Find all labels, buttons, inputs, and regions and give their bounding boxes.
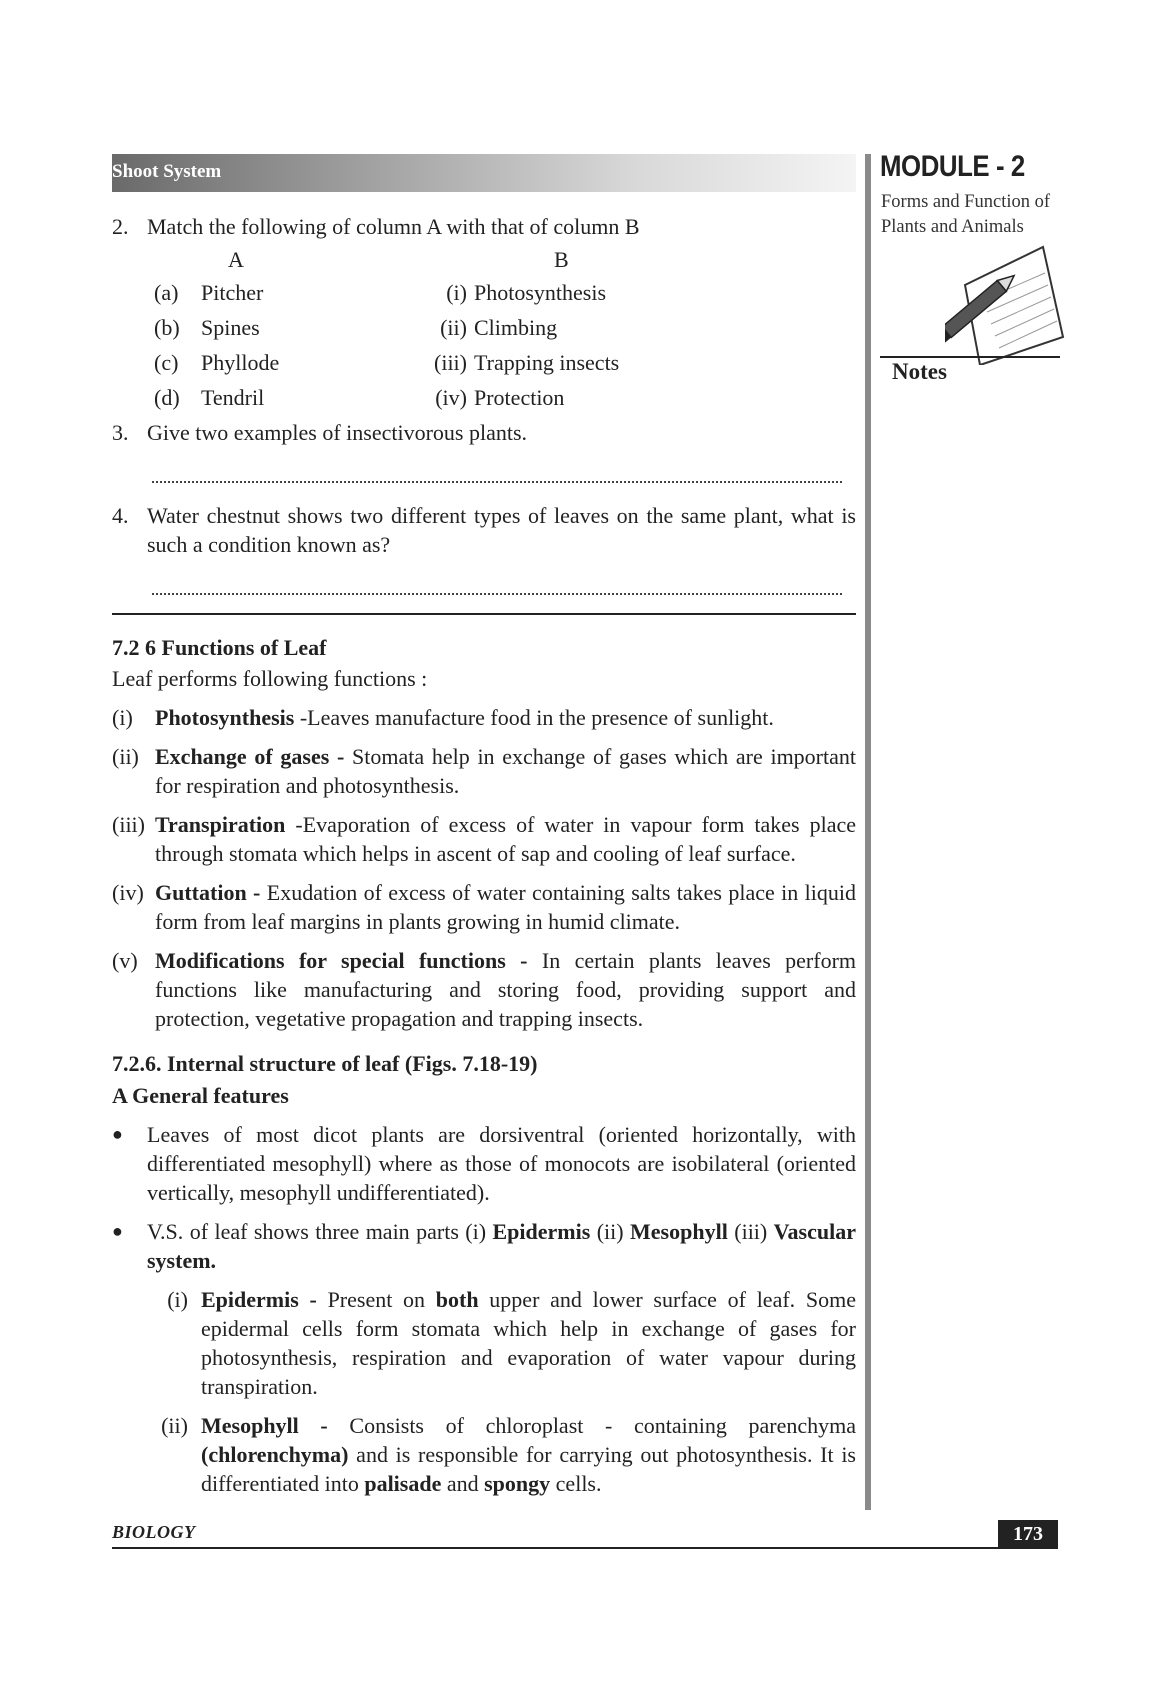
question-3: 3. Give two examples of insectivorous plants. [112, 420, 528, 445]
section-divider [112, 613, 856, 615]
column-a-header: A [228, 247, 244, 272]
function-item: (iv) Guttation - Exudation of excess of water containing salts takes place in liquid form from leaf margins in plants growing in humid climate. [112, 880, 857, 934]
bullet-item: ● Leaves of most dicot plants are dorsiventral (oriented horizontally, with differentiated mesophyll) where as those of monocots are isobilateral (oriented vertically, mesophyll undifferentiated). [112, 1122, 856, 1205]
function-item: (v) Modifications for special functions - In certain plants leaves perform functions like manufacturing and storing food, providing support and protection, vegetative propagation and trapping insects. [112, 948, 857, 1031]
module-title: MODULE - 2 [880, 150, 1025, 183]
section-header-bar [112, 154, 856, 192]
match-row: (d) Tendril (iv) Protection [154, 385, 565, 410]
main-content [112, 212, 856, 1508]
bullet-item: ● V.S. of leaf shows three main parts (i) Epidermis (ii) Mesophyll (iii) Vascular system. [112, 1219, 856, 1273]
sub-item-mesophyll: (ii) Mesophyll - Consists of chloroplast - containing parenchyma (chlorenchyma) and is responsible for carrying out photosynthesis. It is differentiated into palisade and spongy cells. [161, 1413, 856, 1496]
notes-label: Notes [892, 359, 947, 384]
match-row: (b) Spines (ii) Climbing [154, 315, 558, 340]
question-4: 4. Water chestnut shows two different types of leaves on the same plant, what is such a condition known as? [112, 503, 856, 557]
column-b-header: B [554, 247, 569, 272]
function-item: (iii) Transpiration -Evaporation of excess of water in vapour form takes place through stomata which helps in ascent of sap and cooling of leaf surface. [112, 812, 856, 866]
functions-heading: 7.2 6 Functions of Leaf [112, 635, 327, 660]
question-2: 2. Match the following of column A with that of column B [112, 214, 640, 239]
page-number: 173 [998, 1520, 1058, 1549]
notes-pencil-icon [945, 245, 1070, 365]
function-item: (ii) Exchange of gases - Stomata help in exchange of gases which are important for respiration and photosynthesis. [112, 744, 856, 798]
match-row: (c) Phyllode (iii) Trapping insects [154, 350, 620, 375]
notes-underline [880, 356, 1060, 358]
sub-item-epidermis: (i) Epidermis - Present on both upper and lower surface of leaf. Some epidermal cells form stomata which help in exchange of gases for photosynthesis, respiration and evaporation of water vapour during transpiration. [167, 1287, 856, 1399]
answer-line[interactable] [152, 559, 842, 595]
answer-line[interactable] [152, 447, 842, 483]
bullet-icon: ● [112, 1221, 123, 1241]
match-column-headers [112, 241, 856, 276]
general-features-heading: A General features [112, 1083, 289, 1108]
footer-rule [112, 1547, 1058, 1549]
footer-subject: BIOLOGY [112, 1522, 196, 1542]
section-title: Shoot System [112, 161, 222, 182]
margin-divider [865, 154, 871, 1510]
internal-structure-heading: 7.2.6. Internal structure of leaf (Figs. 7.18-19) [112, 1051, 538, 1076]
bullet-icon: ● [112, 1124, 123, 1144]
functions-intro: Leaf performs following functions : [112, 666, 428, 691]
match-row: (a) Pitcher (i) Photosynthesis [154, 280, 607, 305]
function-item: (i) Photosynthesis -Leaves manufacture food in the presence of sunlight. [112, 705, 774, 730]
module-subtitle: Forms and Function of Plants and Animals [881, 192, 1051, 237]
